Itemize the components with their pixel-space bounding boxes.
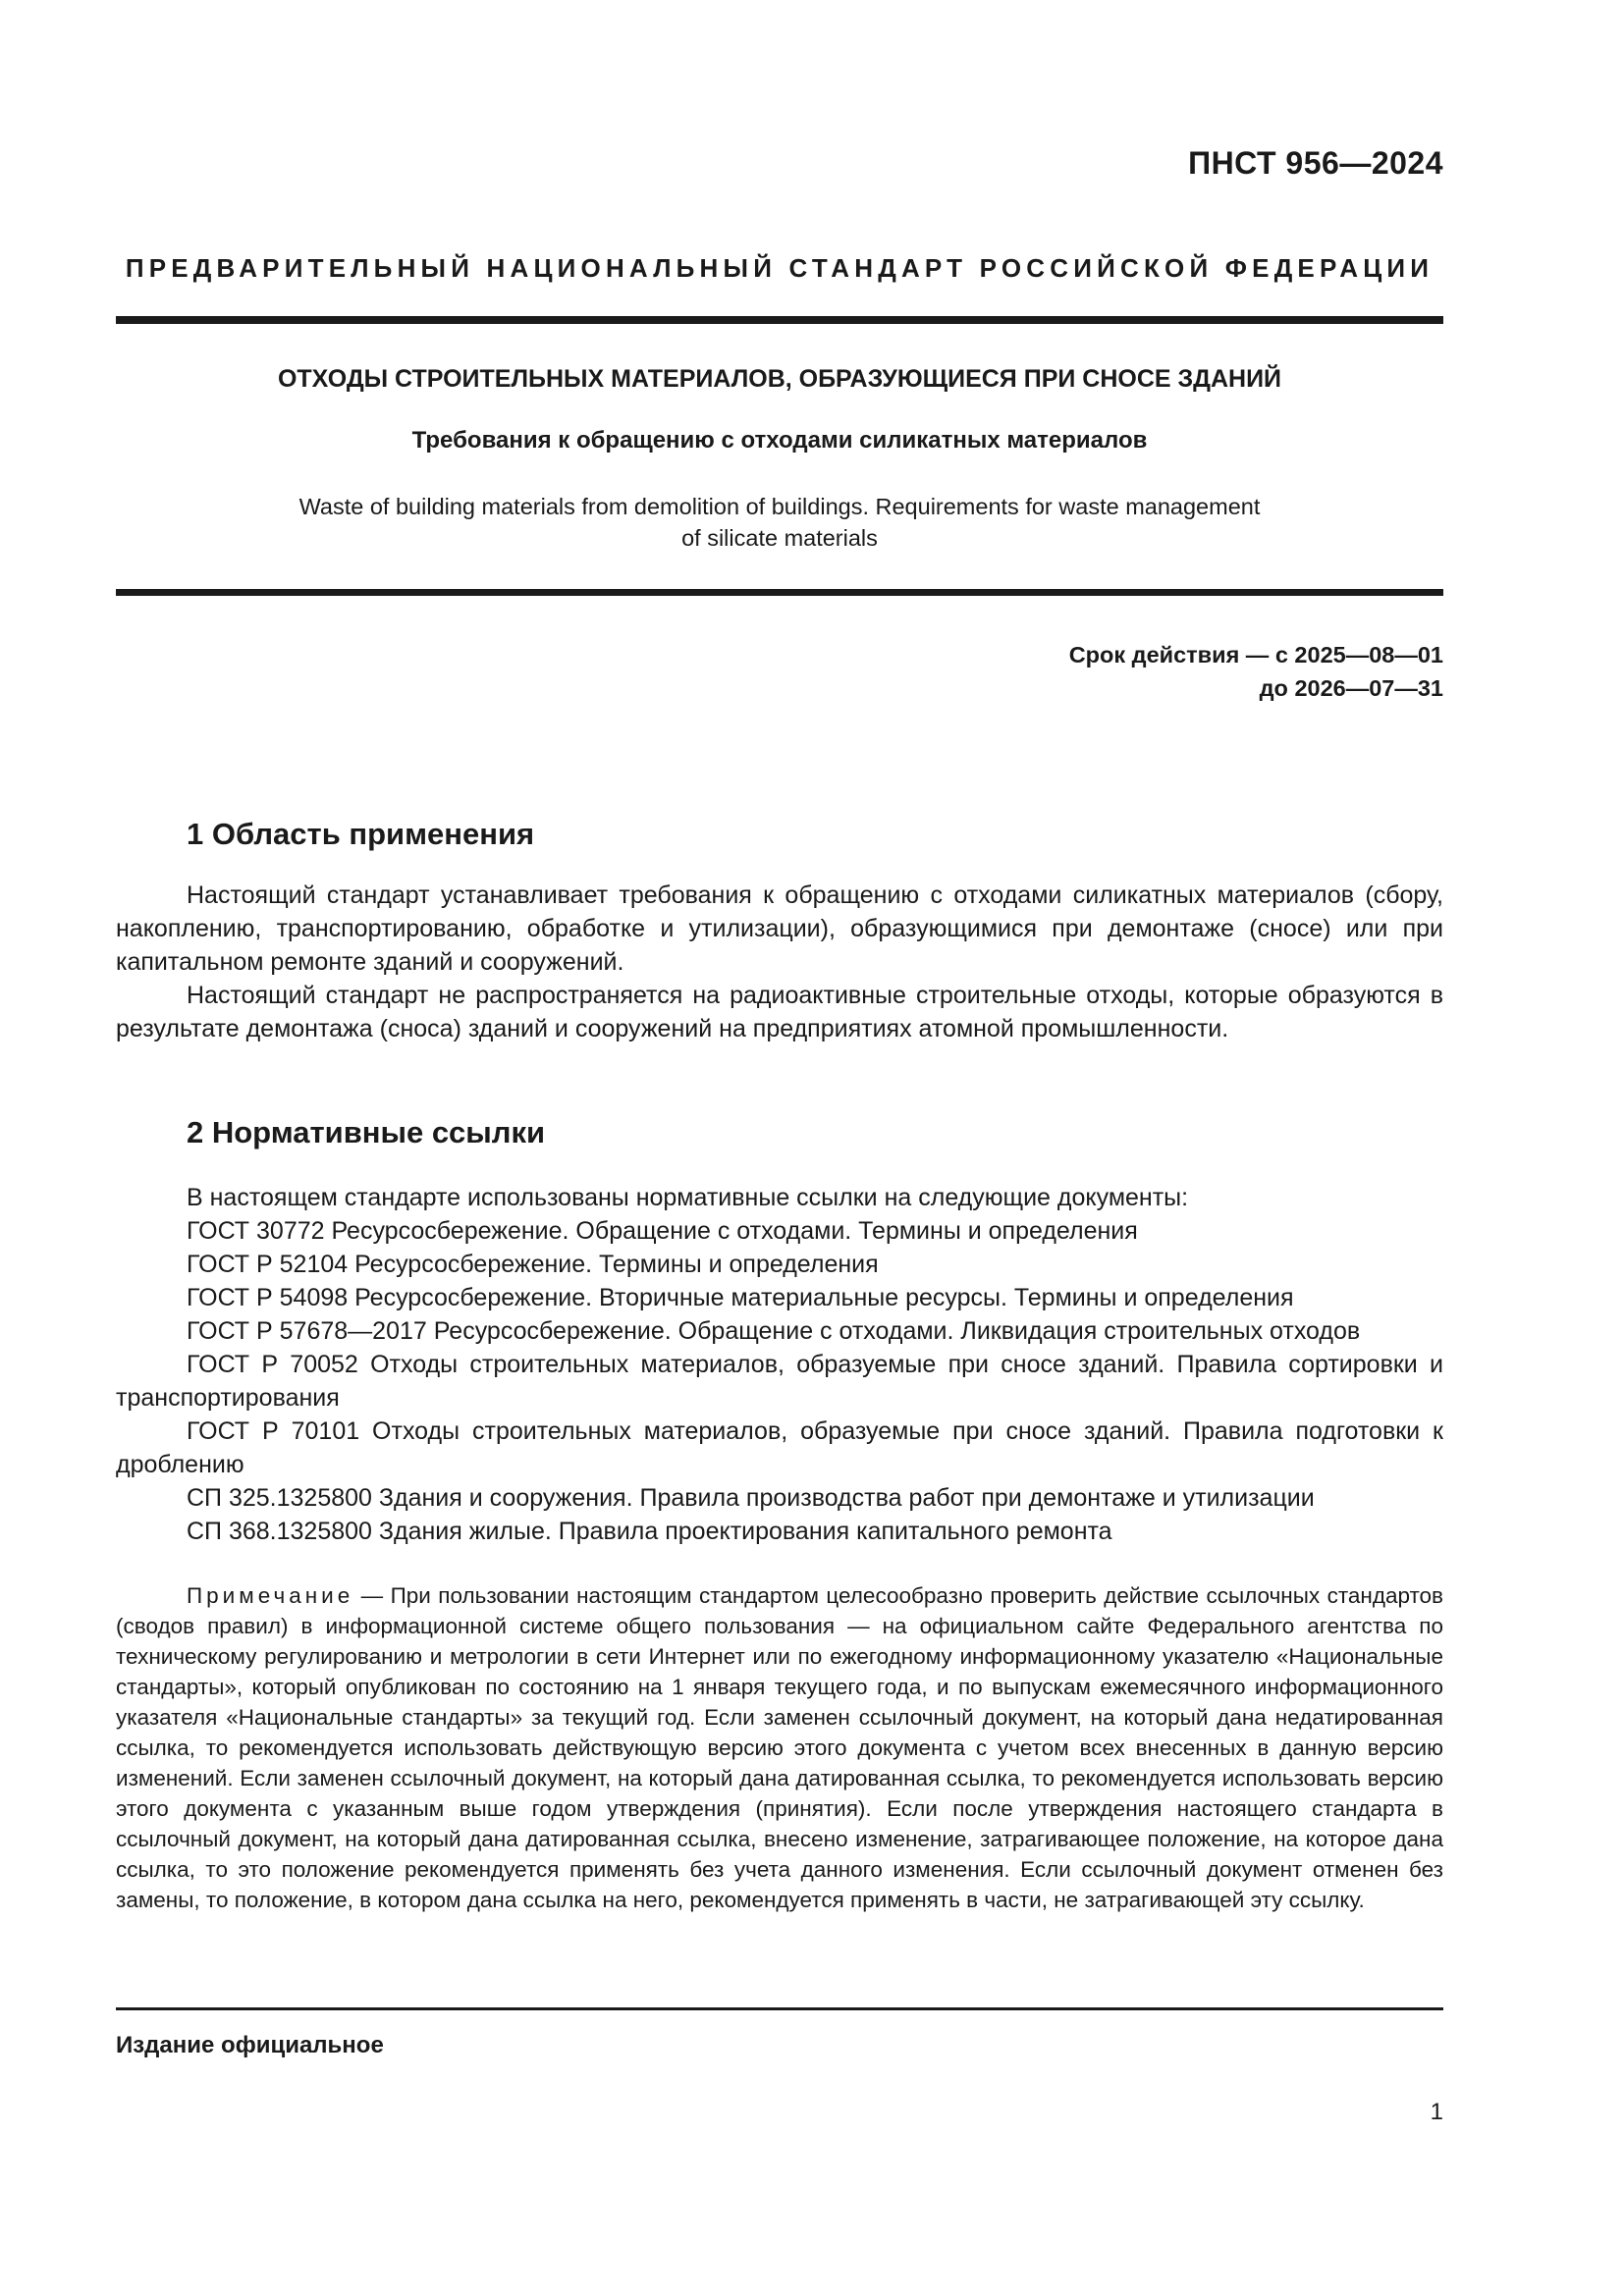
reference-item: ГОСТ Р 57678—2017 Ресурсосбережение. Обращение с отходами. Ликвидация строительных отходов xyxy=(187,1317,1361,1345)
document-subtitle: Требования к обращению с отходами силикатных материалов xyxy=(411,427,1148,454)
reference-item: ГОСТ Р 52104 Ресурсосбережение. Термины и определения xyxy=(187,1251,879,1278)
page-number: 1 xyxy=(1430,2099,1443,2125)
top-divider xyxy=(116,316,1443,324)
footer-divider xyxy=(116,2007,1443,2010)
reference-item: ГОСТ Р 70052 Отходы строительных материалов, образуемые при сносе зданий. Правила сортировки и транспортирования xyxy=(116,1351,1443,1412)
reference-item: ГОСТ Р 54098 Ресурсосбережение. Вторичные материальные ресурсы. Термины и определения xyxy=(187,1284,1294,1311)
references-intro: В настоящем стандарте использованы нормативные ссылки на следующие документы: xyxy=(187,1184,1189,1211)
document-title: ОТХОДЫ СТРОИТЕЛЬНЫХ МАТЕРИАЛОВ, ОБРАЗУЮЩИЕСЯ ПРИ СНОСЕ ЗДАНИЙ xyxy=(277,365,1282,393)
english-title-line-2: of silicate materials xyxy=(681,525,878,551)
references-note xyxy=(116,1580,1443,1915)
section-1-paragraph: Настоящий стандарт устанавливает требования к обращению с отходами силикатных материалов (сбору, накоплению, транспортированию, обработке и утилизации), образующимися при демонтаже (сносе) или при капитальном ремонте зданий и сооружений. xyxy=(116,881,1443,976)
section-1-heading: 1 Область применения xyxy=(187,817,535,851)
validity-period xyxy=(1069,638,1443,705)
reference-item: СП 325.1325800 Здания и сооружения. Правила производства работ при демонтаже и утилизации xyxy=(187,1484,1315,1512)
reference-item: СП 368.1325800 Здания жилые. Правила проектирования капитального ремонта xyxy=(187,1518,1112,1545)
document-number: ПНСТ 956—2024 xyxy=(1188,145,1443,181)
section-1-paragraph: Настоящий стандарт не распространяется на радиоактивные строительные отходы, которые образуются в результате демонтажа (сноса) зданий и сооружений на предприятиях атомной промышленности. xyxy=(116,982,1443,1042)
edition-label: Издание официальное xyxy=(116,2032,384,2058)
validity-start: Срок действия — с 2025—08—01 xyxy=(1068,642,1443,667)
references-list xyxy=(116,1181,1443,1548)
reference-item: ГОСТ Р 70101 Отходы строительных материалов, образуемые при сносе зданий. Правила подготовки к дроблению xyxy=(116,1417,1443,1478)
note-label: Примечание xyxy=(187,1583,354,1608)
section-2-heading: 2 Нормативные ссылки xyxy=(187,1115,546,1149)
title-divider xyxy=(116,589,1443,596)
english-title-line-1: Waste of building materials from demolition of buildings. Requirements for waste management xyxy=(298,494,1261,519)
validity-end: до 2026—07—31 xyxy=(1259,675,1443,701)
note-text: — При пользовании настоящим стандартом целесообразно проверить действие ссылочных стандартов (сводов правил) в информационной системе общего пользования — на официальном сайте Федерального агентства по техническому регулированию и метрологии в сети Интернет или по ежегодному информационному указателю «Национальные стандарты», который опубликован по состоянию на 1 января текущего года, и по выпускам ежемесячного информационного указателя «Национальные стандарты» за текущий год. Если заменен ссылочный документ, на который дана недатированная ссылка, то рекомендуется использовать действующую версию этого документа с учетом всех внесенных в данную версию изменений. Если заменен ссылочный документ, на который дана датированная ссылка, то рекомендуется использовать версию этого документа с указанным выше годом утверждения (принятия). Если после утверждения настоящего стандарта в ссылочный документ, на который дана датированная ссылка, внесено изменение, затрагивающее положение, на которое дана ссылка, то это положение рекомендуется применять без учета данного изменения. Если ссылочный документ отменен без замены, то положение, в котором дана ссылка на него, рекомендуется применять в части, не затрагивающей эту ссылку. xyxy=(116,1583,1443,1912)
reference-item: ГОСТ 30772 Ресурсосбережение. Обращение с отходами. Термины и определения xyxy=(187,1217,1138,1245)
section-1-body xyxy=(116,879,1443,1045)
english-title xyxy=(116,491,1443,554)
standard-type-heading: ПРЕДВАРИТЕЛЬНЫЙ НАЦИОНАЛЬНЫЙ СТАНДАРТ РОССИЙСКОЙ ФЕДЕРАЦИИ xyxy=(125,253,1435,283)
